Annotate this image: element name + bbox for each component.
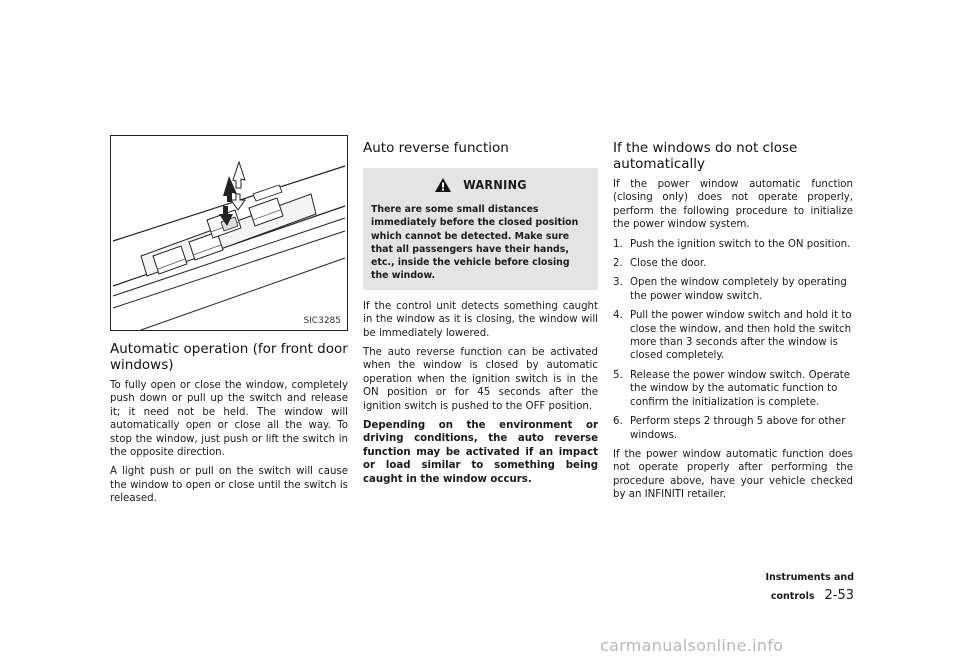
list-item: 5. Release the power window switch. Operate the window by the automatic function to confirm the initialization is complete.: [613, 369, 851, 408]
paragraph: If the power window automatic function does not operate properly after performing the procedure above, have your vehicle checked by an INFINITI retailer.: [613, 448, 853, 501]
window-switch-illustration: [111, 136, 347, 330]
section-heading-auto-reverse: Auto reverse function: [363, 140, 509, 156]
column-automatic-operation: [110, 341, 348, 512]
list-item: 2. Close the door.: [613, 258, 707, 270]
warning-header: [371, 174, 590, 193]
warning-title: WARNING: [463, 177, 527, 192]
paragraph: A light push or pull on the switch will cause the window to open or close until the switch is released.: [110, 466, 348, 505]
warning-box: [363, 168, 598, 290]
window-switch-figure: [110, 135, 348, 331]
figure-id-label: SIC3285: [303, 316, 341, 326]
paragraph: To fully open or close the window, completely push down or pull up the switch and release it; it need not be held. The window will automatically open or close all the way. To stop the window, just push or lift the switch in the opposite direction.: [110, 380, 348, 459]
list-item: 6. Perform steps 2 through 5 above for other windows.: [613, 416, 846, 441]
procedure-steps: [613, 238, 853, 442]
column-windows-not-close: [613, 140, 853, 508]
page-number: 2-53: [824, 588, 854, 603]
paragraph: If the power window automatic function (closing only) does not operate properly, perform the following procedure to initialize the power window system.: [613, 179, 853, 231]
paragraph: If the control unit detects something caught in the window as it is closing, the window will be immediately lowered.: [363, 300, 598, 339]
section-heading-windows-not-close: If the windows do not close automatically: [613, 140, 798, 172]
column-auto-reverse: [363, 140, 598, 492]
warning-text: There are some small distances immediately before the closed position which cannot be detected. Make sure that all passengers have their hands, etc., inside the vehicle before closing the window.: [371, 204, 579, 282]
page-footer: [700, 565, 854, 603]
section-heading-automatic-operation: Automatic operation (for front door windows): [110, 341, 348, 373]
footer-section-title: Instruments and controls: [765, 572, 854, 602]
warning-triangle-icon: [434, 177, 452, 193]
list-item: 1. Push the ignition switch to the ON position.: [613, 238, 851, 250]
list-item: 3. Open the window completely by operating the power window switch.: [613, 277, 847, 302]
paragraph: The auto reverse function can be activated when the window is closed by automatic operation when the ignition switch is in the ON position or for 45 seconds after the ignition switch is pushed to the OFF position.: [363, 347, 598, 412]
watermark: carmanualsonline.info: [600, 636, 784, 655]
list-item: 4. Pull the power window switch and hold it to close the window, and then hold the switch more than 3 seconds after the window is closed completely.: [613, 310, 852, 362]
paragraph-bold: Depending on the environment or driving conditions, the auto reverse function may be activated if an impact or load similar to something being caught in the window occurs.: [363, 420, 598, 485]
